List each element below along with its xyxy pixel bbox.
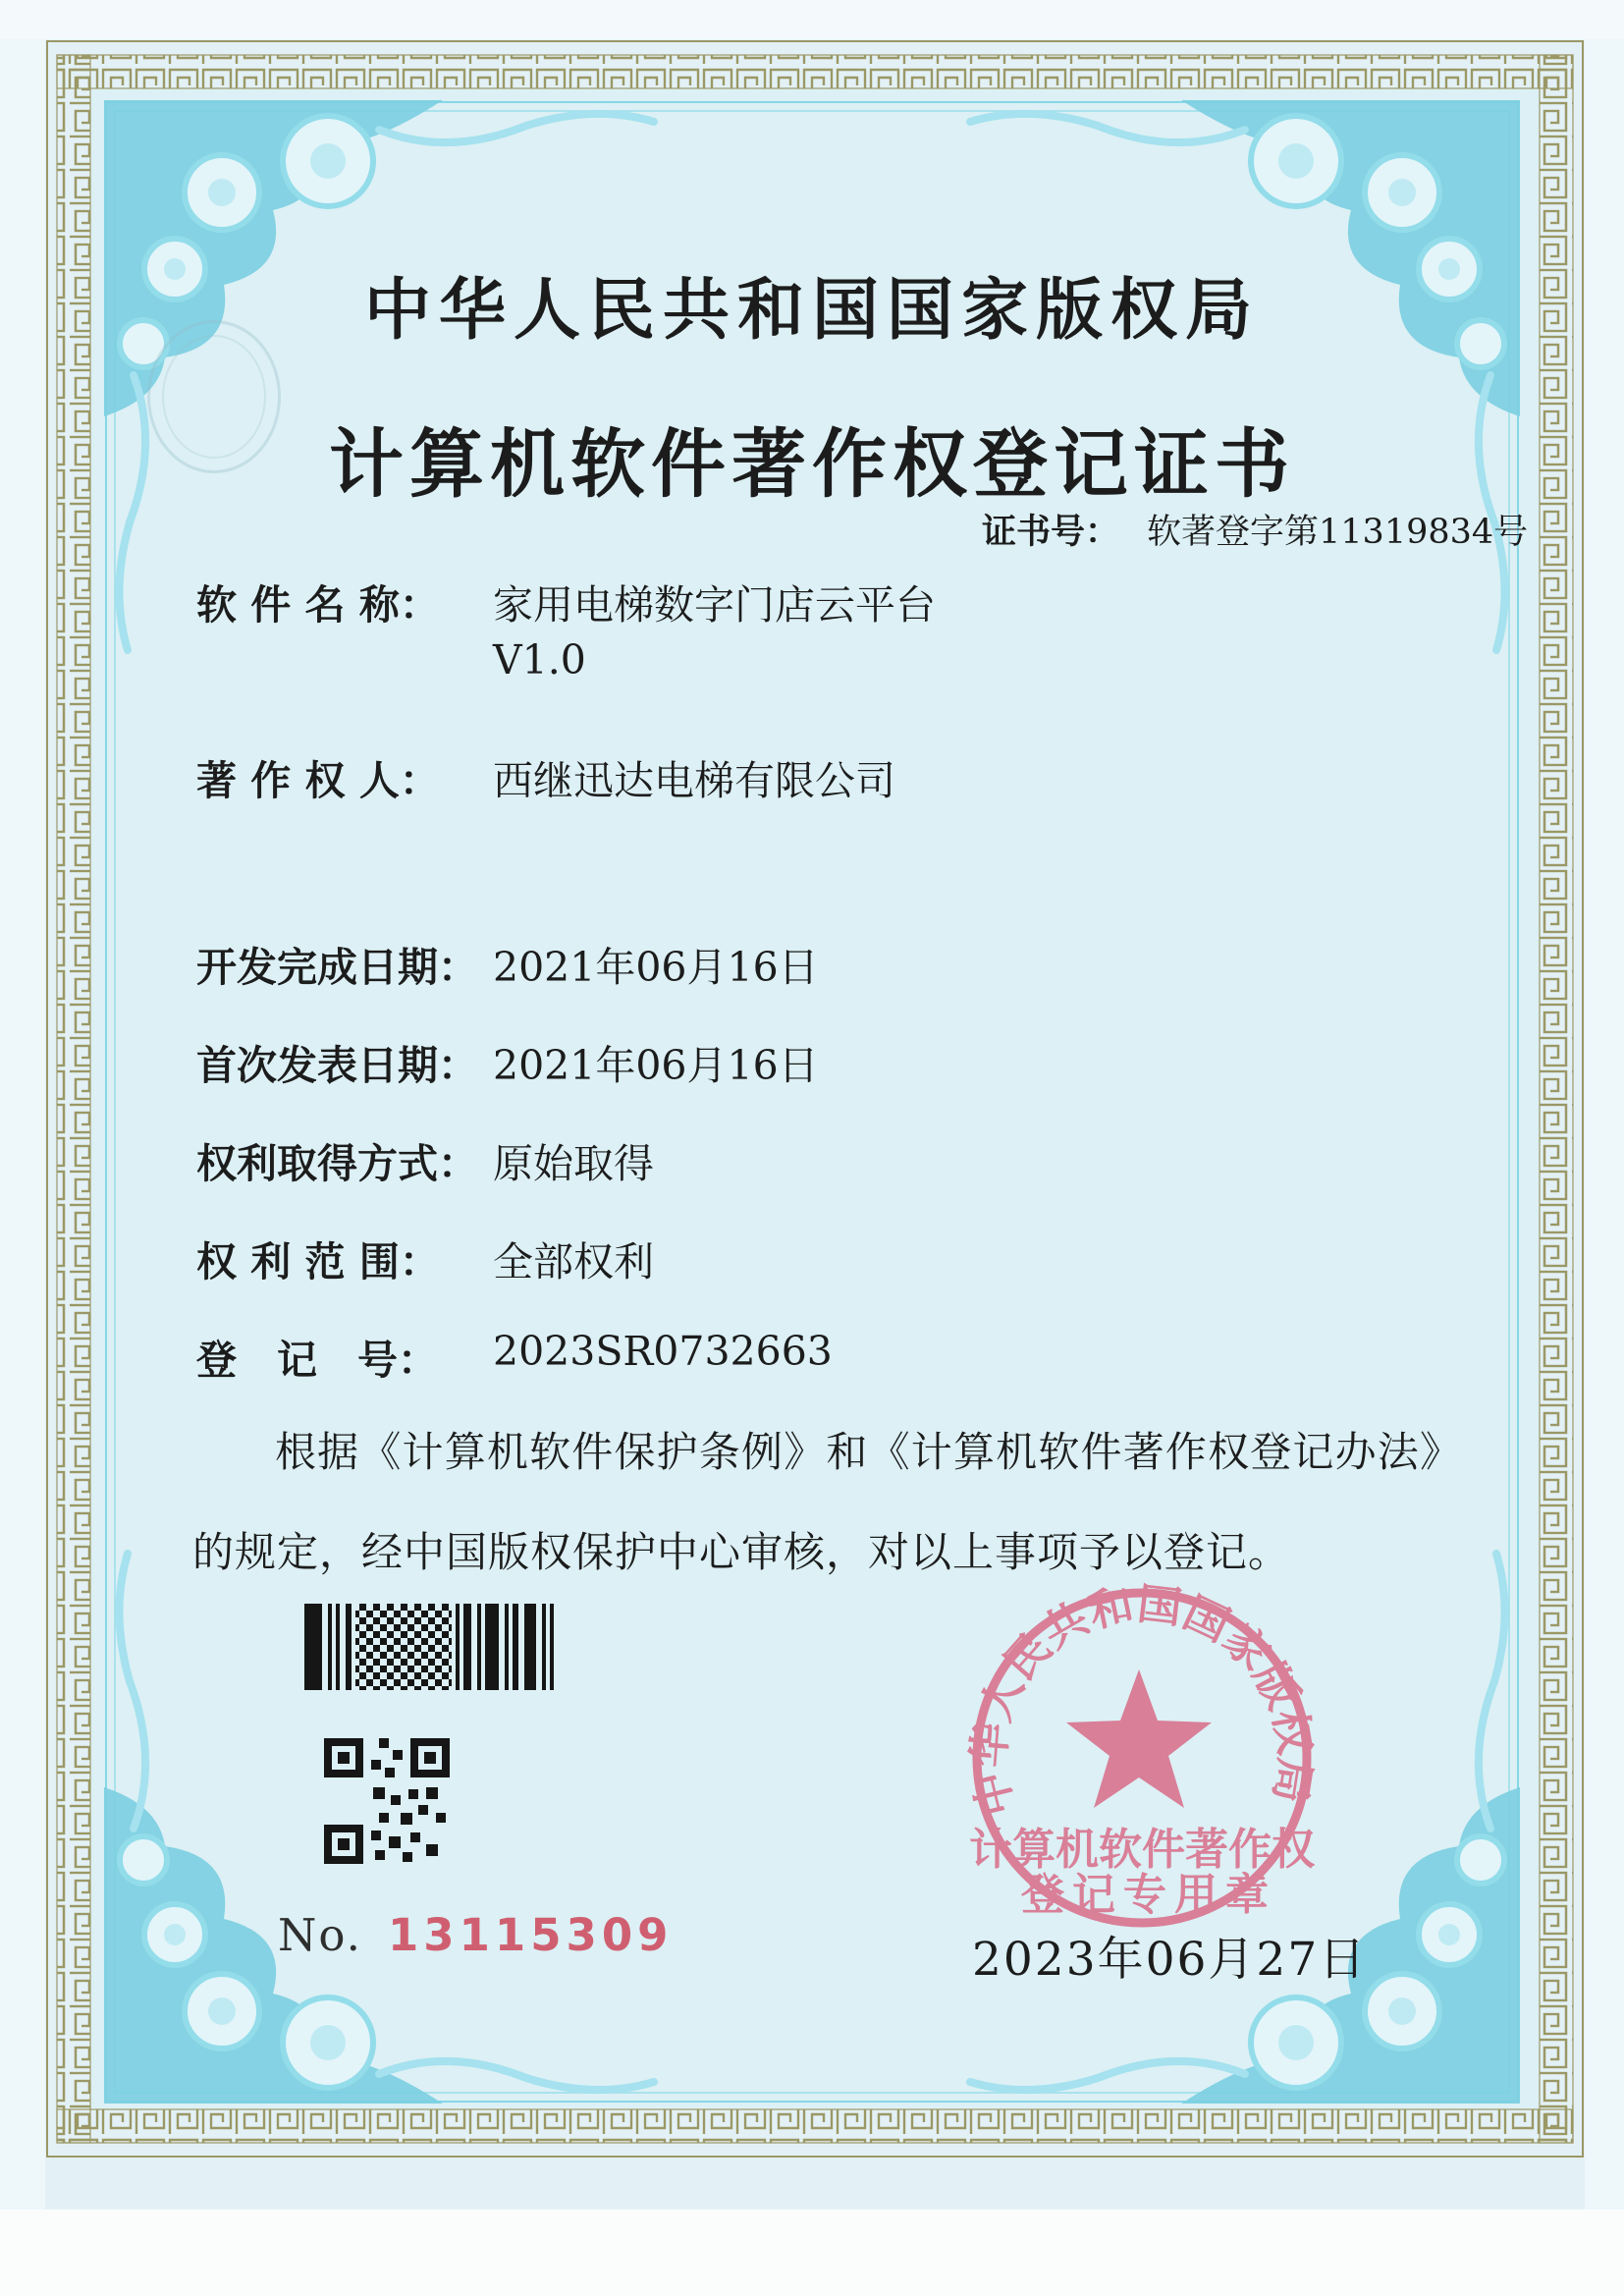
software-name-value: 家用电梯数字门店云平台 (493, 581, 936, 629)
serial-number-label: No. (278, 1909, 362, 1961)
software-name-label: 软 件 名 称： (196, 581, 440, 629)
certificate-number-value: 软著登字第11319834号 (1147, 513, 1529, 552)
issuing-authority-title: 中华人民共和国国家版权局 (363, 271, 1260, 350)
rights-acquisition-value: 原始取得 (493, 1140, 654, 1187)
copyright-owner-label: 著 作 权 人： (196, 757, 440, 804)
barcode (304, 1604, 556, 1692)
rights-scope-value: 全部权利 (493, 1238, 654, 1285)
qr-code (324, 1738, 450, 1864)
dev-complete-date-value: 2021年06月16日 (493, 944, 819, 991)
rights-scope-label: 权 利 范 围： (196, 1238, 440, 1285)
seal-line1: 计算机软件著作权 (969, 1825, 1315, 1875)
copyright-owner-value: 西继迅达电梯有限公司 (493, 757, 895, 804)
certificate-title: 计算机软件著作权登记证书 (329, 420, 1295, 508)
dev-complete-date-label: 开发完成日期： (196, 944, 478, 991)
certificate-number-row (982, 505, 1528, 554)
seal-ring-text: 中华人民共和国国家版权局 (963, 1578, 1321, 1822)
issue-date: 2023年06月27日 (972, 1933, 1368, 1987)
registration-statement: 根据《计算机软件保护条例》和《计算机软件著作权登记办法》的规定，经中国版权保护中心审核，对以上事项予以登记。 (192, 1428, 1441, 1576)
serial-number-value: 13115309 (387, 1909, 674, 1961)
serial-number-row (278, 1909, 673, 1961)
first-publish-date-value: 2021年06月16日 (493, 1042, 819, 1089)
seal-line2: 登记专用章 (1021, 1870, 1276, 1920)
software-version-value: V1.0 (493, 636, 586, 683)
rights-acquisition-label: 权利取得方式： (196, 1140, 478, 1187)
first-publish-date-label: 首次发表日期： (196, 1042, 478, 1089)
registration-number-label: 登 记 号： (196, 1337, 438, 1384)
registration-number-value: 2023SR0732663 (493, 1328, 833, 1375)
certificate-number-label: 证书号： (982, 512, 1120, 552)
